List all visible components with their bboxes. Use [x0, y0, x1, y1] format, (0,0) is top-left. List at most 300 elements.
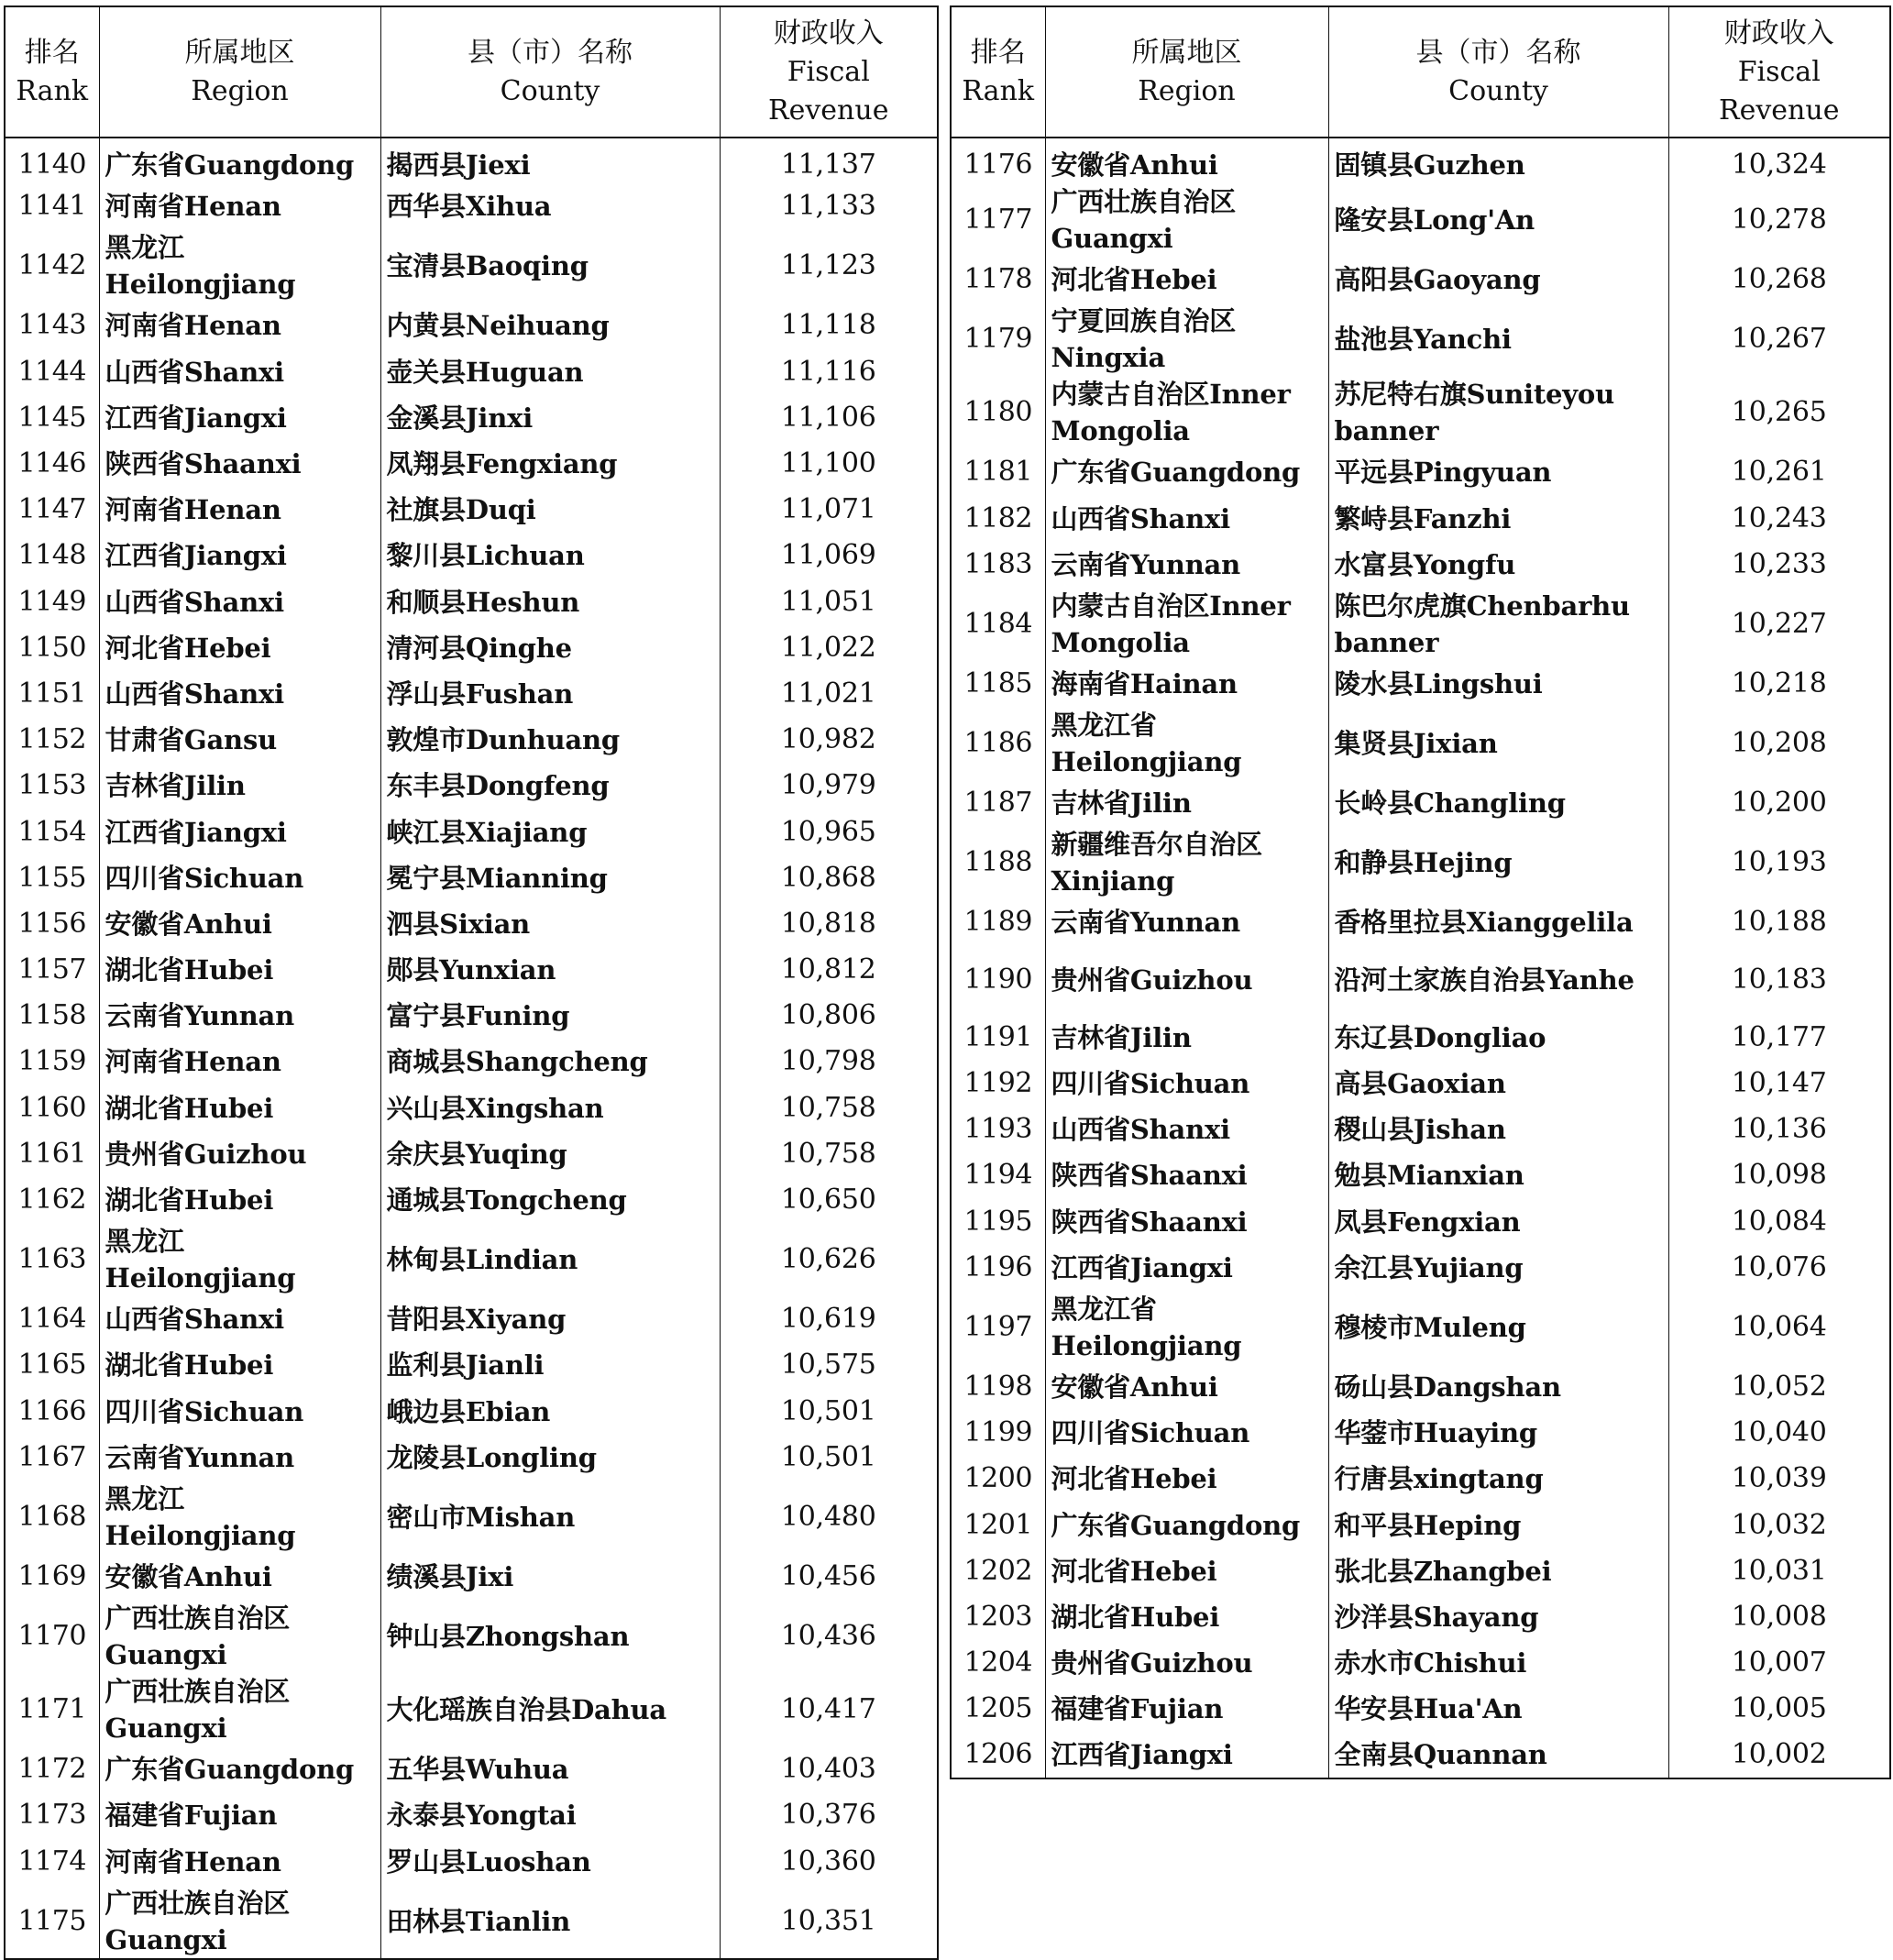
revenue-cell: 10,417 [720, 1673, 938, 1746]
rank-cell: 1163 [17, 1243, 86, 1276]
header-row [5, 6, 938, 138]
rank-cell: 1201 [963, 1508, 1032, 1541]
county-cell: 金溪县Jinxi [380, 395, 720, 441]
region-cell: 山西省Shanxi [99, 1296, 380, 1342]
county-header: 县（市）名称 County [1328, 6, 1668, 138]
table-row [5, 1481, 938, 1554]
county-cell: 监利县Jianli [380, 1342, 720, 1388]
revenue-cell: 10,812 [720, 947, 938, 993]
county-cell: 赤水市Chishui [1328, 1640, 1668, 1686]
revenue-cell: 10,267 [1668, 303, 1890, 376]
county-cell: 钟山县Zhongshan [380, 1600, 720, 1673]
rank-cell: 1189 [963, 906, 1032, 939]
rank-cell: 1159 [17, 1045, 86, 1078]
table-row [5, 1131, 938, 1177]
revenue-cell: 10,064 [1668, 1291, 1890, 1364]
table-row [5, 1039, 938, 1085]
table-row [5, 441, 938, 487]
revenue-cell: 10,324 [1668, 138, 1890, 183]
rank-cell: 1147 [17, 493, 86, 526]
table-row [5, 395, 938, 441]
county-cell: 行唐县xingtang [1328, 1456, 1668, 1502]
revenue-cell: 10,480 [720, 1481, 938, 1554]
region-cell: 江西省Jiangxi [1045, 1245, 1328, 1291]
table-row [951, 1548, 1890, 1594]
revenue-cell: 10,008 [1668, 1594, 1890, 1640]
table-row [5, 625, 938, 671]
revenue-cell: 10,456 [720, 1554, 938, 1600]
table-row [5, 1342, 938, 1388]
revenue-cell: 10,265 [1668, 376, 1890, 449]
rank-cell: 1202 [963, 1554, 1032, 1587]
rank-cell: 1157 [17, 953, 86, 986]
revenue-cell: 10,261 [1668, 449, 1890, 495]
region-cell: 黑龙江Heilongjiang [99, 229, 380, 303]
region-cell: 河北省Hebei [1045, 257, 1328, 303]
revenue-cell: 10,193 [1668, 826, 1890, 899]
county-cell: 昔阳县Xiyang [380, 1296, 720, 1342]
table-row [951, 496, 1890, 542]
revenue-cell: 10,177 [1668, 1015, 1890, 1061]
revenue-cell: 11,137 [720, 138, 938, 183]
table-row [951, 946, 1890, 1015]
table-row [951, 899, 1890, 945]
county-cell: 稷山县Jishan [1328, 1107, 1668, 1152]
table-row [5, 487, 938, 533]
rank-cell: 1153 [17, 769, 86, 802]
rank-cell: 1176 [963, 148, 1032, 181]
county-cell: 陵水县Lingshui [1328, 661, 1668, 707]
rank-cell: 1200 [963, 1462, 1032, 1495]
region-cell: 广东省Guangdong [99, 138, 380, 183]
county-cell: 华蓥市Huaying [1328, 1410, 1668, 1456]
county-cell: 罗山县Luoshan [380, 1838, 720, 1884]
region-header: 所属地区 Region [99, 6, 380, 138]
rank-cell: 1204 [963, 1646, 1032, 1679]
rank-cell: 1181 [963, 456, 1032, 489]
region-cell: 河北省Hebei [99, 625, 380, 671]
county-cell: 通城县Tongcheng [380, 1177, 720, 1223]
rank-cell: 1196 [963, 1250, 1032, 1283]
rank-cell: 1161 [17, 1137, 86, 1170]
region-cell: 河南省Henan [99, 487, 380, 533]
revenue-cell: 11,069 [720, 533, 938, 578]
county-cell: 峨边县Ebian [380, 1389, 720, 1435]
rank-cell: 1203 [963, 1600, 1032, 1633]
rank-cell: 1148 [17, 539, 86, 572]
revenue-cell: 10,982 [720, 717, 938, 763]
county-cell: 郧县Yunxian [380, 947, 720, 993]
table-row [951, 138, 1890, 183]
county-cell: 平远县Pingyuan [1328, 449, 1668, 495]
county-cell: 沙洋县Shayang [1328, 1594, 1668, 1640]
revenue-cell: 11,021 [720, 671, 938, 717]
rank-cell: 1165 [17, 1349, 86, 1382]
county-cell: 固镇县Guzhen [1328, 138, 1668, 183]
rank-cell: 1162 [17, 1184, 86, 1217]
revenue-cell: 10,233 [1668, 542, 1890, 588]
county-cell: 凤县Fengxian [1328, 1199, 1668, 1245]
table-row [951, 1364, 1890, 1410]
rank-cell: 1158 [17, 999, 86, 1032]
revenue-cell: 10,218 [1668, 661, 1890, 707]
region-cell: 吉林省Jilin [1045, 1015, 1328, 1061]
region-cell: 湖北省Hubei [99, 1342, 380, 1388]
table-row [5, 1435, 938, 1481]
region-cell: 江西省Jiangxi [99, 395, 380, 441]
rank-cell: 1206 [963, 1738, 1032, 1771]
county-cell: 绩溪县Jixi [380, 1554, 720, 1600]
rank-header: 排名 Rank [951, 6, 1045, 138]
table-row [951, 1732, 1890, 1778]
region-cell: 云南省Yunnan [99, 993, 380, 1039]
county-header: 县（市）名称 County [380, 6, 720, 138]
rank-cell: 1145 [17, 401, 86, 434]
revenue-header: 财政收入 Fiscal Revenue [720, 6, 938, 138]
county-cell: 永泰县Yongtai [380, 1792, 720, 1838]
revenue-cell: 10,227 [1668, 588, 1890, 661]
region-cell: 陕西省Shaanxi [99, 441, 380, 487]
table-row [951, 1594, 1890, 1640]
rank-cell: 1150 [17, 631, 86, 664]
region-cell: 内蒙古自治区Inner Mongolia [1045, 376, 1328, 449]
table-row [5, 993, 938, 1039]
rank-cell: 1186 [963, 727, 1032, 760]
region-cell: 湖北省Hubei [99, 1085, 380, 1131]
county-cell: 盐池县Yanchi [1328, 303, 1668, 376]
header-row [951, 6, 1890, 138]
revenue-cell: 10,039 [1668, 1456, 1890, 1502]
region-cell: 江西省Jiangxi [99, 533, 380, 578]
table-row [5, 855, 938, 901]
revenue-cell: 11,123 [720, 229, 938, 303]
table-row [951, 1015, 1890, 1061]
county-cell: 高县Gaoxian [1328, 1061, 1668, 1107]
region-cell: 黑龙江省Heilongjiang [1045, 707, 1328, 780]
rank-cell: 1160 [17, 1091, 86, 1124]
table-row [5, 1554, 938, 1600]
revenue-cell: 10,619 [720, 1296, 938, 1342]
region-cell: 云南省Yunnan [1045, 899, 1328, 945]
table-row [951, 1245, 1890, 1291]
table-row [5, 183, 938, 229]
table-row [951, 1640, 1890, 1686]
revenue-cell: 10,758 [720, 1131, 938, 1177]
rank-cell: 1182 [963, 501, 1032, 534]
county-cell: 长岭县Changling [1328, 780, 1668, 826]
revenue-cell: 10,868 [720, 855, 938, 901]
ranking-table-right [950, 6, 1891, 1779]
revenue-cell: 10,147 [1668, 1061, 1890, 1107]
county-cell: 龙陵县Longling [380, 1435, 720, 1481]
county-cell: 沿河土家族自治县Yanhe [1328, 946, 1668, 1015]
rank-cell: 1197 [963, 1310, 1032, 1343]
table-row [951, 1199, 1890, 1245]
table-row [5, 579, 938, 625]
rank-cell: 1198 [963, 1371, 1032, 1404]
rank-cell: 1171 [17, 1693, 86, 1726]
revenue-cell: 10,979 [720, 763, 938, 809]
table-row [5, 1296, 938, 1342]
rank-cell: 1172 [17, 1753, 86, 1786]
region-cell: 贵州省Guizhou [1045, 1640, 1328, 1686]
region-cell: 河南省Henan [99, 1838, 380, 1884]
rank-cell: 1177 [963, 204, 1032, 237]
region-cell: 河北省Hebei [1045, 1456, 1328, 1502]
revenue-cell: 10,278 [1668, 183, 1890, 257]
county-cell: 砀山县Dangshan [1328, 1364, 1668, 1410]
region-cell: 广东省Guangdong [1045, 449, 1328, 495]
revenue-cell: 11,118 [720, 303, 938, 348]
region-cell: 四川省Sichuan [1045, 1061, 1328, 1107]
revenue-cell: 10,188 [1668, 899, 1890, 945]
county-cell: 隆安县Long'An [1328, 183, 1668, 257]
table-row [5, 901, 938, 947]
county-cell: 富宁县Funing [380, 993, 720, 1039]
table-row [951, 826, 1890, 899]
region-cell: 山西省Shanxi [1045, 1107, 1328, 1152]
county-cell: 西华县Xihua [380, 183, 720, 229]
revenue-cell: 10,076 [1668, 1245, 1890, 1291]
revenue-cell: 11,022 [720, 625, 938, 671]
county-cell: 浮山县Fushan [380, 671, 720, 717]
county-cell: 黎川县Lichuan [380, 533, 720, 578]
region-cell: 湖北省Hubei [99, 947, 380, 993]
table-row [951, 449, 1890, 495]
revenue-cell: 10,376 [720, 1792, 938, 1838]
region-cell: 广西壮族自治区Guangxi [99, 1673, 380, 1746]
region-cell: 黑龙江Heilongjiang [99, 1223, 380, 1296]
county-cell: 和静县Hejing [1328, 826, 1668, 899]
region-cell: 福建省Fujian [1045, 1686, 1328, 1732]
revenue-cell: 10,183 [1668, 946, 1890, 1015]
county-cell: 和平县Heping [1328, 1502, 1668, 1547]
revenue-cell: 10,351 [720, 1885, 938, 1959]
county-cell: 林甸县Lindian [380, 1223, 720, 1296]
county-cell: 水富县Yongfu [1328, 542, 1668, 588]
rank-cell: 1187 [963, 787, 1032, 820]
region-cell: 四川省Sichuan [99, 1389, 380, 1435]
table-row [951, 1456, 1890, 1502]
table-row [5, 1792, 938, 1838]
rank-cell: 1194 [963, 1159, 1032, 1192]
region-cell: 福建省Fujian [99, 1792, 380, 1838]
revenue-cell: 10,136 [1668, 1107, 1890, 1152]
region-cell: 河南省Henan [99, 1039, 380, 1085]
county-cell: 五华县Wuhua [380, 1746, 720, 1792]
revenue-cell: 10,200 [1668, 780, 1890, 826]
table-row [951, 707, 1890, 780]
county-cell: 东丰县Dongfeng [380, 763, 720, 809]
rank-cell: 1185 [963, 667, 1032, 700]
table-row [5, 1838, 938, 1884]
region-cell: 海南省Hainan [1045, 661, 1328, 707]
revenue-cell: 11,106 [720, 395, 938, 441]
county-cell: 香格里拉县Xianggelila [1328, 899, 1668, 945]
county-cell: 集贤县Jixian [1328, 707, 1668, 780]
table-row [951, 542, 1890, 588]
revenue-cell: 10,758 [720, 1085, 938, 1131]
region-cell: 四川省Sichuan [1045, 1410, 1328, 1456]
county-cell: 宝清县Baoqing [380, 229, 720, 303]
region-cell: 江西省Jiangxi [99, 809, 380, 854]
region-cell: 云南省Yunnan [1045, 542, 1328, 588]
table-row [951, 1686, 1890, 1732]
table-row [951, 1061, 1890, 1107]
rank-cell: 1173 [17, 1799, 86, 1832]
rank-cell: 1170 [17, 1620, 86, 1653]
region-cell: 河北省Hebei [1045, 1548, 1328, 1594]
region-cell: 吉林省Jilin [1045, 780, 1328, 826]
county-cell: 繁峙县Fanzhi [1328, 496, 1668, 542]
county-cell: 密山市Mishan [380, 1481, 720, 1554]
region-cell: 陕西省Shaanxi [1045, 1199, 1328, 1245]
county-cell: 清河县Qinghe [380, 625, 720, 671]
table-row [951, 376, 1890, 449]
table-row [5, 1389, 938, 1435]
table-row [5, 1600, 938, 1673]
region-cell: 广西壮族自治区Guangxi [1045, 183, 1328, 257]
rank-cell: 1179 [963, 323, 1032, 356]
table-row [5, 349, 938, 395]
rank-header: 排名 Rank [5, 6, 99, 138]
revenue-cell: 11,071 [720, 487, 938, 533]
region-cell: 河南省Henan [99, 183, 380, 229]
rank-cell: 1199 [963, 1416, 1032, 1449]
county-cell: 大化瑶族自治县Dahua [380, 1673, 720, 1746]
region-cell: 山西省Shanxi [99, 349, 380, 395]
county-cell: 峡江县Xiajiang [380, 809, 720, 854]
table-row [951, 1410, 1890, 1456]
table-row [951, 1107, 1890, 1152]
revenue-cell: 10,208 [1668, 707, 1890, 780]
region-cell: 安徽省Anhui [1045, 138, 1328, 183]
revenue-cell: 10,098 [1668, 1152, 1890, 1198]
revenue-cell: 10,575 [720, 1342, 938, 1388]
region-cell: 甘肃省Gansu [99, 717, 380, 763]
table-row [951, 1502, 1890, 1547]
revenue-cell: 10,031 [1668, 1548, 1890, 1594]
rank-cell: 1191 [963, 1020, 1032, 1053]
table-row [5, 671, 938, 717]
rank-cell: 1188 [963, 846, 1032, 879]
region-cell: 安徽省Anhui [99, 1554, 380, 1600]
revenue-cell: 10,818 [720, 901, 938, 947]
revenue-cell: 10,032 [1668, 1502, 1890, 1547]
county-cell: 商城县Shangcheng [380, 1039, 720, 1085]
region-cell: 贵州省Guizhou [1045, 946, 1328, 1015]
revenue-cell: 10,403 [720, 1746, 938, 1792]
revenue-cell: 10,243 [1668, 496, 1890, 542]
county-cell: 凤翔县Fengxiang [380, 441, 720, 487]
county-cell: 张北县Zhangbei [1328, 1548, 1668, 1594]
rank-cell: 1146 [17, 447, 86, 480]
rank-cell: 1164 [17, 1303, 86, 1336]
rank-cell: 1142 [17, 249, 86, 282]
region-cell: 广东省Guangdong [1045, 1502, 1328, 1547]
table-row [951, 183, 1890, 257]
revenue-cell: 10,798 [720, 1039, 938, 1085]
region-cell: 河南省Henan [99, 303, 380, 348]
region-header: 所属地区 Region [1045, 6, 1328, 138]
table-row [951, 303, 1890, 376]
revenue-header: 财政收入 Fiscal Revenue [1668, 6, 1890, 138]
ranking-table-left [4, 6, 939, 1960]
table-row [951, 1291, 1890, 1364]
region-cell: 吉林省Jilin [99, 763, 380, 809]
county-cell: 兴山县Xingshan [380, 1085, 720, 1131]
revenue-cell: 10,965 [720, 809, 938, 854]
table-row [5, 303, 938, 348]
rank-cell: 1156 [17, 907, 86, 940]
table-row [951, 661, 1890, 707]
region-cell: 宁夏回族自治区Ningxia [1045, 303, 1328, 376]
revenue-cell: 10,501 [720, 1435, 938, 1481]
region-cell: 江西省Jiangxi [1045, 1732, 1328, 1778]
table-row [5, 947, 938, 993]
rank-cell: 1155 [17, 861, 86, 894]
region-cell: 安徽省Anhui [99, 901, 380, 947]
rank-cell: 1143 [17, 309, 86, 342]
region-cell: 广西壮族自治区Guangxi [99, 1600, 380, 1673]
table-row [5, 138, 938, 183]
table-row [5, 1746, 938, 1792]
region-cell: 新疆维吾尔自治区Xinjiang [1045, 826, 1328, 899]
table-row [5, 763, 938, 809]
county-cell: 勉县Mianxian [1328, 1152, 1668, 1198]
revenue-cell: 10,040 [1668, 1410, 1890, 1456]
rank-cell: 1180 [963, 396, 1032, 429]
rank-cell: 1190 [963, 963, 1032, 997]
region-cell: 山西省Shanxi [1045, 496, 1328, 542]
region-cell: 陕西省Shaanxi [1045, 1152, 1328, 1198]
table-row [5, 809, 938, 854]
region-cell: 山西省Shanxi [99, 579, 380, 625]
table-row [951, 257, 1890, 303]
county-cell: 余庆县Yuqing [380, 1131, 720, 1177]
county-cell: 揭西县Jiexi [380, 138, 720, 183]
county-cell: 壶关县Huguan [380, 349, 720, 395]
county-cell: 社旗县Duqi [380, 487, 720, 533]
table-row [5, 717, 938, 763]
county-cell: 陈巴尔虎旗Chenbarhu banner [1328, 588, 1668, 661]
rank-cell: 1184 [963, 607, 1032, 640]
rank-cell: 1192 [963, 1067, 1032, 1100]
revenue-cell: 10,360 [720, 1838, 938, 1884]
table-row [5, 1673, 938, 1746]
rank-cell: 1152 [17, 723, 86, 756]
revenue-cell: 10,005 [1668, 1686, 1890, 1732]
revenue-cell: 10,806 [720, 993, 938, 1039]
county-cell: 华安县Hua'An [1328, 1686, 1668, 1732]
revenue-cell: 10,007 [1668, 1640, 1890, 1686]
table-row [5, 533, 938, 578]
county-cell: 内黄县Neihuang [380, 303, 720, 348]
county-cell: 余江县Yujiang [1328, 1245, 1668, 1291]
region-cell: 广西壮族自治区Guangxi [99, 1885, 380, 1959]
rank-cell: 1154 [17, 815, 86, 848]
revenue-cell: 10,436 [720, 1600, 938, 1673]
table-row [951, 780, 1890, 826]
revenue-cell: 10,052 [1668, 1364, 1890, 1410]
rank-cell: 1183 [963, 547, 1032, 580]
rank-cell: 1166 [17, 1394, 86, 1427]
region-cell: 湖北省Hubei [99, 1177, 380, 1223]
rank-cell: 1169 [17, 1559, 86, 1592]
revenue-cell: 10,002 [1668, 1732, 1890, 1778]
county-cell: 田林县Tianlin [380, 1885, 720, 1959]
table-row [5, 1223, 938, 1296]
